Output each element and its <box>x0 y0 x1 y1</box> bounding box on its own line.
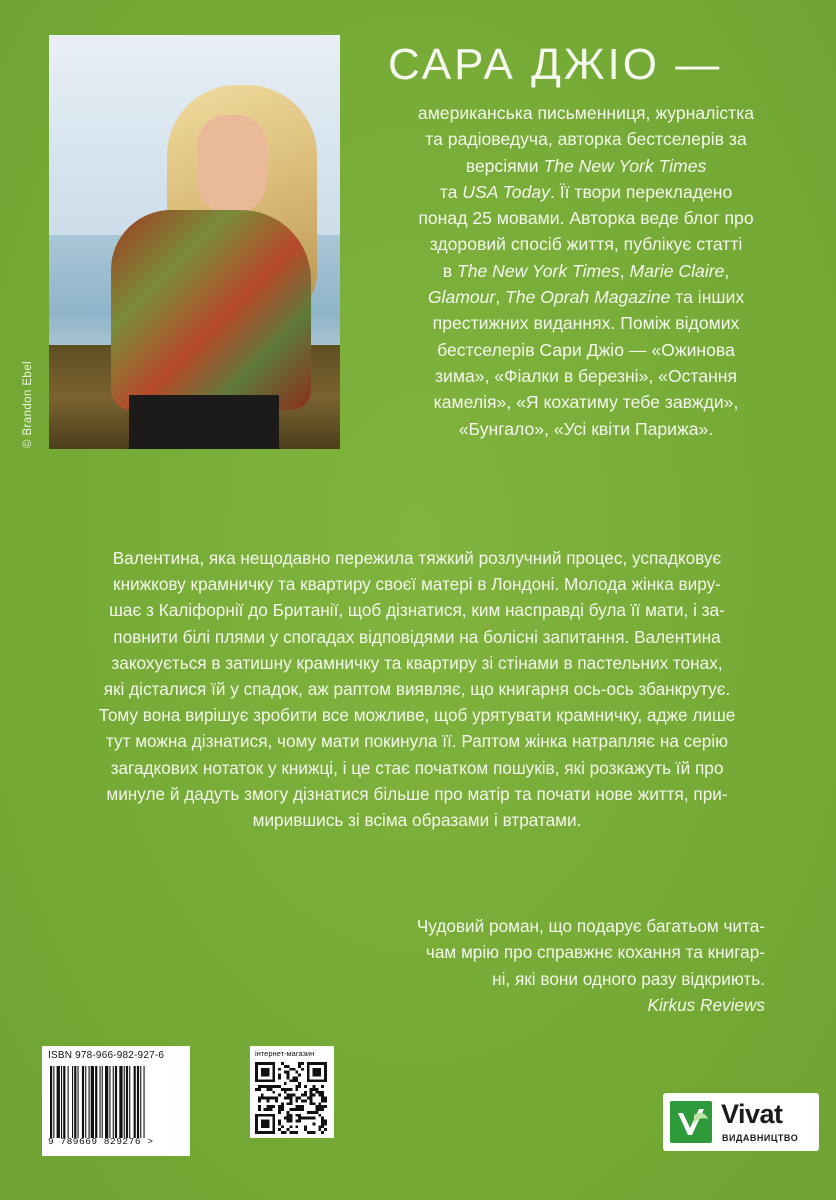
description-line: мирившись зі всіма образами і втратами. <box>252 810 582 831</box>
author-bio-line: версіями The New York Times <box>465 155 707 176</box>
book-description <box>46 545 788 833</box>
author-bio-line: американська письменниця, журналістка <box>417 103 755 123</box>
photo-face <box>197 115 267 215</box>
author-bio <box>356 100 816 442</box>
photo-credit: © Brandon Ebel <box>22 361 34 448</box>
description-line: Валентина, яка нещодавно пережила тяжкий розлучний процес, успадковує <box>112 548 722 568</box>
author-name: САРА ДЖІО — <box>388 40 723 89</box>
author-bio-line: та радіоведуча, авторка бестселерів за <box>425 129 747 150</box>
author-bio-line: Glamour, The Oprah Magazine та інших <box>427 287 745 308</box>
qr-label: інтернет-магазин <box>255 1049 315 1058</box>
description-line: повнити білі плями у спогадах відповідями на болісні запитання. Валентина <box>113 626 721 647</box>
quote-line: Чудовий роман, що подарує багатьом чита- <box>416 916 765 936</box>
publisher-logo <box>663 1093 819 1151</box>
publisher-logo-mark-icon <box>670 1101 712 1143</box>
description-line: закохується в затишну крамничку та квартиру зі стінами в пастельних тонах, <box>111 652 723 673</box>
description-line: шає з Каліфорнії до Британії, щоб дізнатися, ким насправді була її мати, і за- <box>109 600 725 621</box>
author-bio-line: камелія», «Я кохатиму тебе завжди», <box>433 392 739 413</box>
description-line: які дісталися їй у спадок, аж раптом виявляє, що книгарня ось-ось збанкрутує. <box>103 679 731 700</box>
author-bio-line: понад 25 мовами. Авторка веде блог про <box>418 208 754 229</box>
isbn-barcode-box <box>42 1046 190 1156</box>
photo-pants <box>129 395 279 449</box>
publisher-subtitle: ВИДАВНИЦТВО <box>722 1133 799 1143</box>
quote-source: Kirkus Reviews <box>647 995 765 1016</box>
author-photo <box>49 35 340 449</box>
description-line: тут можна дізнатися, чому мати покинула її. Раптом жінка натрапляє на серію <box>105 731 729 752</box>
description-line: книжкову крамничку та квартиру своєї матері в Лондоні. Молода жінка виру- <box>113 574 721 595</box>
quote-line: ні, які вони одного разу відкриють. <box>492 968 765 989</box>
isbn-digits: 9 789669 829276 > <box>48 1136 154 1147</box>
quote-line: чам мрію про справжнє кохання та книгар- <box>425 942 765 963</box>
barcode-icon <box>48 1066 184 1138</box>
author-bio-line: та USA Today. Її твори перекладено <box>439 181 733 202</box>
qr-code-icon <box>255 1062 327 1134</box>
author-bio-line: «Бунгало», «Усі квіти Парижа». <box>458 418 714 439</box>
author-bio-line: в The New York Times, Marie Claire, <box>442 260 730 281</box>
description-line: загадкових нотаток у книжці, і це стає початком пошуків, які розкажуть їй про <box>110 757 724 778</box>
description-line: Тому вона вирішує зробити все можливе, щоб урятувати крамничку, адже лише <box>98 705 736 726</box>
author-bio-line: престижних виданнях. Поміж відомих <box>432 313 740 334</box>
author-bio-line: зима», «Фіалки в березні», «Остання <box>434 365 738 386</box>
qr-code-box <box>250 1046 334 1138</box>
isbn-label: ISBN 978-966-982-927-6 <box>48 1050 165 1061</box>
quote-text <box>345 913 765 992</box>
review-quote <box>345 913 765 1019</box>
author-bio-line: здоровий спосіб життя, публікує статті <box>429 234 743 255</box>
author-bio-line: бестселерів Сари Джіо — «Ожинова <box>437 339 735 360</box>
description-line: минуле й дадуть змогу дізнатися більше про матір та почати нове життя, при- <box>106 783 728 804</box>
publisher-name: Vivat <box>721 1099 783 1129</box>
photo-shirt <box>111 210 311 410</box>
